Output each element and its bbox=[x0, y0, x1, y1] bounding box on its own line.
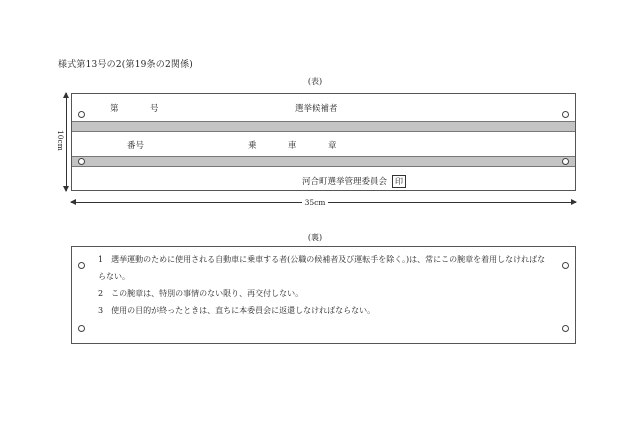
hole-icon bbox=[562, 262, 569, 269]
note-3: 3 使用の目的が終ったときは、直ちに本委員会に返還しなければならない。 bbox=[98, 306, 376, 315]
hole-icon bbox=[78, 111, 85, 118]
width-dimension-text: 35cm bbox=[302, 198, 329, 207]
number-label: 番号 bbox=[127, 141, 145, 151]
height-dimension-label: 10cm bbox=[51, 130, 65, 151]
number-prefix: 第 bbox=[110, 104, 119, 114]
hole-icon bbox=[78, 325, 85, 332]
badge-char-3: 章 bbox=[328, 141, 337, 151]
number-suffix: 号 bbox=[150, 104, 159, 114]
note-2: 2 この腕章は、特別の事情のない限り、再交付しない。 bbox=[98, 289, 304, 298]
hole-icon bbox=[562, 158, 569, 165]
gray-band bbox=[72, 156, 575, 167]
front-side-label: (表) bbox=[307, 77, 323, 86]
seal-icon: 印 bbox=[392, 175, 406, 188]
gray-band bbox=[72, 121, 575, 132]
armband-front bbox=[71, 93, 576, 191]
candidate-label: 選挙候補者 bbox=[295, 104, 338, 114]
hole-icon bbox=[562, 111, 569, 118]
hole-icon bbox=[78, 158, 85, 165]
armband-back bbox=[71, 246, 576, 344]
form-title: 様式第13号の2(第19条の2関係) bbox=[58, 60, 193, 70]
back-side-label: (裏) bbox=[307, 233, 323, 242]
hole-icon bbox=[562, 325, 569, 332]
note-1-continued: らない。 bbox=[98, 272, 130, 281]
badge-char-1: 乗 bbox=[248, 141, 257, 151]
height-dimension-line bbox=[66, 93, 67, 191]
issuer-name: 河合町選挙管理委員会 bbox=[302, 177, 388, 187]
issuer-line bbox=[302, 175, 406, 188]
width-dimension-label bbox=[0, 198, 630, 207]
badge-char-2: 車 bbox=[288, 141, 297, 151]
note-1: 1 選挙運動のために使用される自動車に乗車する者(公職の候補者及び運転手を除く。)は、常にこの腕章を着用しなければな bbox=[98, 255, 546, 264]
hole-icon bbox=[78, 262, 85, 269]
